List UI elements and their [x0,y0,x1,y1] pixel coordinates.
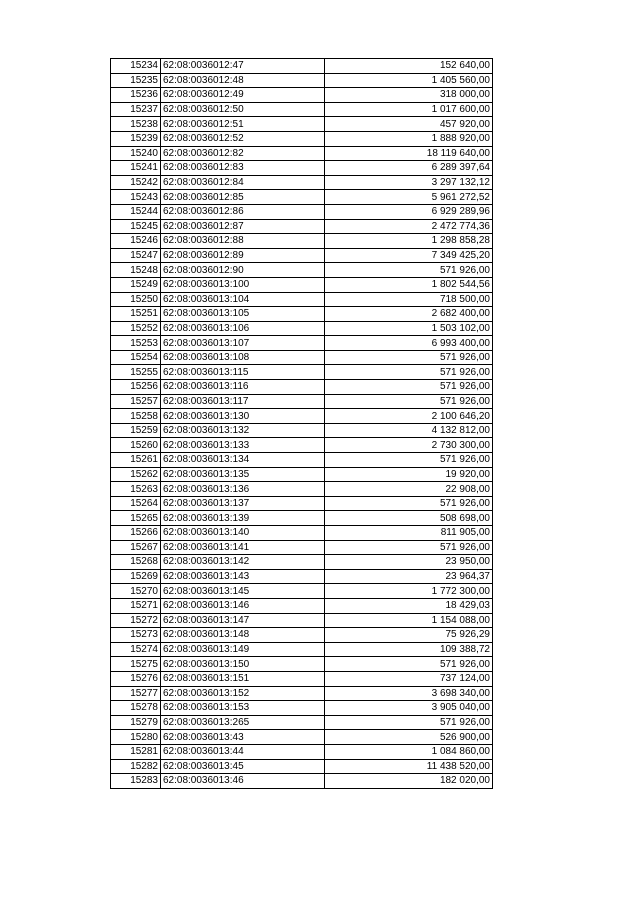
table-row [111,263,493,278]
row-number-cell: 15267 [111,540,161,555]
row-number-cell: 15265 [111,511,161,526]
cadastral-number-cell: 62:08:0036013:142 [161,555,325,570]
cadastral-number-cell: 62:08:0036013:153 [161,701,325,716]
table-row [111,88,493,103]
table-row [111,248,493,263]
cadastral-value-table [110,58,493,789]
cadastral-value-cell: 1 405 560,00 [325,73,493,88]
table-row [111,671,493,686]
table-row [111,73,493,88]
table-row [111,204,493,219]
cadastral-value-cell: 18 429,03 [325,598,493,613]
table-row [111,380,493,395]
cadastral-value-cell: 571 926,00 [325,453,493,468]
cadastral-number-cell: 62:08:0036013:139 [161,511,325,526]
row-number-cell: 15277 [111,686,161,701]
row-number-cell: 15250 [111,292,161,307]
cadastral-value-cell: 23 964,37 [325,569,493,584]
cadastral-number-cell: 62:08:0036013:148 [161,628,325,643]
row-number-cell: 15256 [111,380,161,395]
table-row [111,540,493,555]
row-number-cell: 15254 [111,350,161,365]
cadastral-value-cell: 571 926,00 [325,394,493,409]
cadastral-value-cell: 1 503 102,00 [325,321,493,336]
cadastral-value-cell: 11 438 520,00 [325,759,493,774]
cadastral-number-cell: 62:08:0036013:108 [161,350,325,365]
table-row [111,394,493,409]
cadastral-number-cell: 62:08:0036013:45 [161,759,325,774]
table-row [111,321,493,336]
cadastral-value-cell: 718 500,00 [325,292,493,307]
cadastral-number-cell: 62:08:0036012:51 [161,117,325,132]
row-number-cell: 15281 [111,744,161,759]
cadastral-number-cell: 62:08:0036013:132 [161,423,325,438]
cadastral-value-cell: 571 926,00 [325,365,493,380]
cadastral-value-cell: 2 472 774,36 [325,219,493,234]
cadastral-number-cell: 62:08:0036013:137 [161,496,325,511]
cadastral-value-cell: 6 289 397,64 [325,161,493,176]
row-number-cell: 15234 [111,59,161,74]
row-number-cell: 15261 [111,453,161,468]
table-row [111,175,493,190]
row-number-cell: 15237 [111,102,161,117]
cadastral-value-cell: 1 888 920,00 [325,131,493,146]
cadastral-number-cell: 62:08:0036013:151 [161,671,325,686]
cadastral-number-cell: 62:08:0036013:149 [161,642,325,657]
cadastral-value-cell: 318 000,00 [325,88,493,103]
row-number-cell: 15264 [111,496,161,511]
cadastral-number-cell: 62:08:0036013:145 [161,584,325,599]
cadastral-number-cell: 62:08:0036013:152 [161,686,325,701]
cadastral-number-cell: 62:08:0036013:146 [161,598,325,613]
cadastral-value-cell: 182 020,00 [325,774,493,789]
row-number-cell: 15249 [111,277,161,292]
cadastral-number-cell: 62:08:0036012:90 [161,263,325,278]
table-row [111,336,493,351]
cadastral-number-cell: 62:08:0036012:87 [161,219,325,234]
table-row [111,657,493,672]
cadastral-number-cell: 62:08:0036013:117 [161,394,325,409]
row-number-cell: 15236 [111,88,161,103]
table-row [111,161,493,176]
cadastral-number-cell: 62:08:0036012:47 [161,59,325,74]
cadastral-number-cell: 62:08:0036013:134 [161,453,325,468]
cadastral-number-cell: 62:08:0036013:116 [161,380,325,395]
row-number-cell: 15269 [111,569,161,584]
row-number-cell: 15235 [111,73,161,88]
cadastral-number-cell: 62:08:0036013:133 [161,438,325,453]
table-row [111,496,493,511]
cadastral-number-cell: 62:08:0036013:136 [161,482,325,497]
cadastral-value-cell: 75 926,29 [325,628,493,643]
table-row [111,423,493,438]
row-number-cell: 15240 [111,146,161,161]
cadastral-number-cell: 62:08:0036013:140 [161,526,325,541]
cadastral-value-cell: 526 900,00 [325,730,493,745]
cadastral-number-cell: 62:08:0036012:49 [161,88,325,103]
cadastral-value-cell: 6 993 400,00 [325,336,493,351]
table-row [111,59,493,74]
table-row [111,146,493,161]
row-number-cell: 15242 [111,175,161,190]
row-number-cell: 15244 [111,204,161,219]
table-row [111,365,493,380]
table-row [111,569,493,584]
row-number-cell: 15272 [111,613,161,628]
cadastral-value-cell: 1 298 858,28 [325,234,493,249]
table-row [111,628,493,643]
row-number-cell: 15255 [111,365,161,380]
cadastral-value-cell: 1 802 544,56 [325,277,493,292]
cadastral-value-cell: 19 920,00 [325,467,493,482]
cadastral-value-cell: 6 929 289,96 [325,204,493,219]
cadastral-number-cell: 62:08:0036013:43 [161,730,325,745]
table-row [111,467,493,482]
row-number-cell: 15266 [111,526,161,541]
cadastral-value-cell: 7 349 425,20 [325,248,493,263]
row-number-cell: 15268 [111,555,161,570]
row-number-cell: 15241 [111,161,161,176]
cadastral-value-cell: 4 132 812,00 [325,423,493,438]
cadastral-number-cell: 62:08:0036012:83 [161,161,325,176]
table-row [111,701,493,716]
row-number-cell: 15276 [111,671,161,686]
cadastral-value-cell: 811 905,00 [325,526,493,541]
cadastral-value-cell: 109 388,72 [325,642,493,657]
cadastral-number-cell: 62:08:0036013:44 [161,744,325,759]
cadastral-value-cell: 23 950,00 [325,555,493,570]
row-number-cell: 15274 [111,642,161,657]
table-row [111,759,493,774]
table-row [111,234,493,249]
cadastral-number-cell: 62:08:0036013:100 [161,277,325,292]
row-number-cell: 15270 [111,584,161,599]
row-number-cell: 15259 [111,423,161,438]
table-row [111,131,493,146]
cadastral-value-cell: 3 698 340,00 [325,686,493,701]
table-row [111,555,493,570]
table-row [111,744,493,759]
row-number-cell: 15253 [111,336,161,351]
table-row [111,350,493,365]
cadastral-number-cell: 62:08:0036013:105 [161,307,325,322]
cadastral-value-cell: 2 100 646,20 [325,409,493,424]
row-number-cell: 15257 [111,394,161,409]
cadastral-number-cell: 62:08:0036013:106 [161,321,325,336]
row-number-cell: 15273 [111,628,161,643]
cadastral-number-cell: 62:08:0036013:143 [161,569,325,584]
cadastral-number-cell: 62:08:0036013:265 [161,715,325,730]
cadastral-value-cell: 2 682 400,00 [325,307,493,322]
table-row [111,307,493,322]
row-number-cell: 15280 [111,730,161,745]
row-number-cell: 15283 [111,774,161,789]
cadastral-value-cell: 1 772 300,00 [325,584,493,599]
cadastral-number-cell: 62:08:0036012:82 [161,146,325,161]
cadastral-number-cell: 62:08:0036013:135 [161,467,325,482]
cadastral-value-cell: 571 926,00 [325,350,493,365]
cadastral-value-cell: 1 084 860,00 [325,744,493,759]
cadastral-value-cell: 571 926,00 [325,263,493,278]
table-row [111,292,493,307]
table-row [111,642,493,657]
cadastral-value-cell: 5 961 272,52 [325,190,493,205]
table-row [111,584,493,599]
cadastral-value-cell: 457 920,00 [325,117,493,132]
row-number-cell: 15262 [111,467,161,482]
cadastral-value-cell: 737 124,00 [325,671,493,686]
row-number-cell: 15247 [111,248,161,263]
cadastral-number-cell: 62:08:0036013:46 [161,774,325,789]
table-row [111,482,493,497]
row-number-cell: 15271 [111,598,161,613]
row-number-cell: 15278 [111,701,161,716]
cadastral-number-cell: 62:08:0036012:84 [161,175,325,190]
cadastral-value-cell: 1 154 088,00 [325,613,493,628]
row-number-cell: 15275 [111,657,161,672]
table-row [111,438,493,453]
row-number-cell: 15279 [111,715,161,730]
row-number-cell: 15239 [111,131,161,146]
cadastral-value-cell: 3 905 040,00 [325,701,493,716]
row-number-cell: 15260 [111,438,161,453]
row-number-cell: 15246 [111,234,161,249]
row-number-cell: 15248 [111,263,161,278]
cadastral-number-cell: 62:08:0036012:88 [161,234,325,249]
cadastral-number-cell: 62:08:0036012:50 [161,102,325,117]
table-row [111,453,493,468]
cadastral-value-cell: 22 908,00 [325,482,493,497]
table-row [111,774,493,789]
table-body [111,59,493,789]
cadastral-value-cell: 508 698,00 [325,511,493,526]
cadastral-value-cell: 152 640,00 [325,59,493,74]
row-number-cell: 15243 [111,190,161,205]
row-number-cell: 15238 [111,117,161,132]
table-row [111,598,493,613]
cadastral-number-cell: 62:08:0036013:150 [161,657,325,672]
row-number-cell: 15258 [111,409,161,424]
cadastral-value-cell: 571 926,00 [325,715,493,730]
table-row [111,526,493,541]
cadastral-value-cell: 571 926,00 [325,657,493,672]
table-row [111,686,493,701]
cadastral-number-cell: 62:08:0036013:104 [161,292,325,307]
table-row [111,117,493,132]
cadastral-number-cell: 62:08:0036013:130 [161,409,325,424]
cadastral-value-cell: 571 926,00 [325,380,493,395]
cadastral-number-cell: 62:08:0036013:147 [161,613,325,628]
cadastral-number-cell: 62:08:0036013:141 [161,540,325,555]
cadastral-value-cell: 571 926,00 [325,496,493,511]
row-number-cell: 15245 [111,219,161,234]
table-row [111,219,493,234]
row-number-cell: 15251 [111,307,161,322]
cadastral-value-cell: 2 730 300,00 [325,438,493,453]
row-number-cell: 15263 [111,482,161,497]
table-row [111,190,493,205]
cadastral-value-cell: 18 119 640,00 [325,146,493,161]
cadastral-value-cell: 571 926,00 [325,540,493,555]
cadastral-number-cell: 62:08:0036012:48 [161,73,325,88]
table-row [111,511,493,526]
cadastral-number-cell: 62:08:0036012:86 [161,204,325,219]
row-number-cell: 15282 [111,759,161,774]
table-row [111,277,493,292]
table-row [111,715,493,730]
table-row [111,409,493,424]
table-row [111,102,493,117]
cadastral-number-cell: 62:08:0036013:115 [161,365,325,380]
cadastral-value-cell: 3 297 132,12 [325,175,493,190]
cadastral-number-cell: 62:08:0036012:52 [161,131,325,146]
cadastral-number-cell: 62:08:0036012:89 [161,248,325,263]
row-number-cell: 15252 [111,321,161,336]
cadastral-number-cell: 62:08:0036012:85 [161,190,325,205]
table-row [111,730,493,745]
cadastral-value-cell: 1 017 600,00 [325,102,493,117]
cadastral-number-cell: 62:08:0036013:107 [161,336,325,351]
table-row [111,613,493,628]
